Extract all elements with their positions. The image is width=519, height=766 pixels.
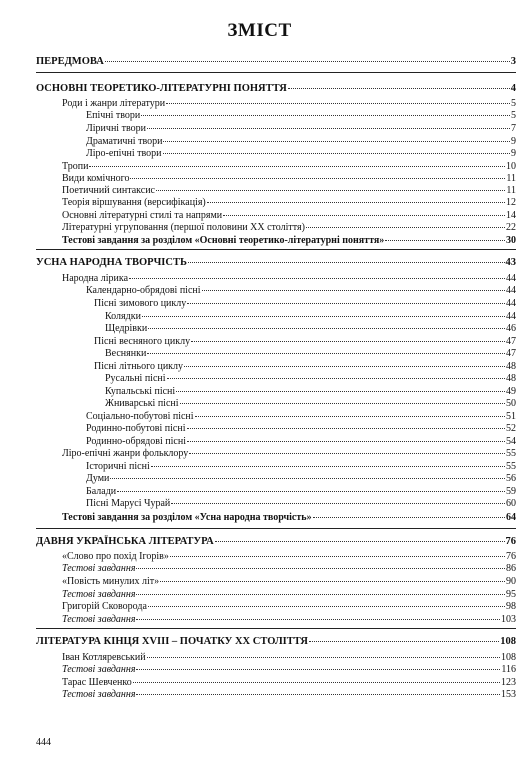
dot-leader xyxy=(147,353,505,354)
toc-entry[interactable] xyxy=(86,285,516,297)
dot-leader xyxy=(156,190,505,191)
toc-entry-title: Тестові завдання xyxy=(62,589,136,600)
toc-entry[interactable] xyxy=(62,601,516,613)
toc-page-number: 3 xyxy=(510,56,516,67)
toc-page-number: 46 xyxy=(506,323,516,334)
dot-leader xyxy=(187,441,505,442)
toc-entry-title: Літературні угруповання (першої половини XX століття) xyxy=(62,222,305,233)
dot-leader xyxy=(133,682,500,683)
toc-entry-title: Народна лірика xyxy=(62,273,129,284)
dot-leader xyxy=(309,641,499,642)
dot-leader xyxy=(187,303,505,304)
toc-page-number: 47 xyxy=(506,348,516,359)
toc-entry[interactable] xyxy=(62,222,516,234)
toc-entry[interactable] xyxy=(62,512,516,524)
dot-leader xyxy=(195,416,505,417)
toc-entry[interactable] xyxy=(94,361,516,373)
toc-entry[interactable] xyxy=(62,576,516,588)
toc-page-number: 9 xyxy=(511,148,516,159)
toc-entry[interactable] xyxy=(105,323,516,335)
toc-entry[interactable] xyxy=(62,197,516,209)
toc-entry-title: Тестові завдання xyxy=(62,563,136,574)
toc-entry[interactable] xyxy=(62,664,516,676)
dot-leader xyxy=(171,503,505,504)
toc-page-number: 5 xyxy=(511,110,516,121)
dot-leader xyxy=(191,341,505,342)
toc-page-number: 4 xyxy=(510,83,516,94)
toc-entry[interactable] xyxy=(62,173,516,185)
dot-leader xyxy=(176,391,505,392)
toc-page-number: 103 xyxy=(501,614,516,625)
dot-leader xyxy=(110,478,505,479)
toc-entry[interactable] xyxy=(94,298,516,310)
toc-entry[interactable] xyxy=(105,348,516,360)
toc-entry[interactable] xyxy=(62,235,516,247)
toc-page-number: 64 xyxy=(506,512,516,523)
page-number: 444 xyxy=(36,737,51,748)
dot-leader xyxy=(148,328,505,329)
dot-leader xyxy=(180,403,505,404)
page-title: ЗМІСТ xyxy=(227,20,292,41)
toc-entry[interactable] xyxy=(86,136,516,148)
dot-leader xyxy=(184,366,505,367)
toc-entry[interactable] xyxy=(62,448,516,460)
toc-page-number: 22 xyxy=(506,222,516,233)
dot-leader xyxy=(117,491,505,492)
toc-section-heading[interactable] xyxy=(36,536,516,548)
toc-entry-title: «Повість минулих літ» xyxy=(62,576,160,587)
toc-page-number: 90 xyxy=(506,576,516,587)
dot-leader xyxy=(136,669,500,670)
toc-page-number: 86 xyxy=(506,563,516,574)
toc-entry-title: Епічні твори xyxy=(86,110,141,121)
dot-leader xyxy=(207,202,505,203)
toc-entry-title: Ліро-епічні твори xyxy=(86,148,162,159)
toc-entry[interactable] xyxy=(86,411,516,423)
toc-page-number: 56 xyxy=(506,473,516,484)
toc-entry-title: Тарас Шевченко xyxy=(62,677,132,688)
toc-entry-title: Іван Котляревський xyxy=(62,652,146,663)
toc-entry-title: Основні літературні стилі та напрями xyxy=(62,210,223,221)
dot-leader xyxy=(187,428,506,429)
toc-section-heading[interactable] xyxy=(36,257,516,269)
dot-leader xyxy=(167,378,505,379)
section-divider xyxy=(36,249,516,250)
toc-page-number: 10 xyxy=(506,161,516,172)
toc-page-number: 59 xyxy=(506,486,516,497)
toc-page-number: 55 xyxy=(506,448,516,459)
toc-entry[interactable] xyxy=(62,98,516,110)
toc-section-heading[interactable] xyxy=(36,83,516,95)
toc-page-number: 44 xyxy=(506,285,516,296)
dot-leader xyxy=(189,453,505,454)
toc-entry-title: Історичні пісні xyxy=(86,461,150,472)
dot-leader xyxy=(136,594,505,595)
toc-entry-title: Ліро-епічні жанри фольклору xyxy=(62,448,189,459)
toc-entry-title: Календарно-обрядові пісні xyxy=(86,285,201,296)
toc-entry[interactable] xyxy=(105,373,516,385)
toc-page-number: 48 xyxy=(506,373,516,384)
toc-entry-title: Пісні літнього циклу xyxy=(94,361,184,372)
toc-entry-title: Тропи xyxy=(62,161,89,172)
toc-page-number: 123 xyxy=(501,677,516,688)
toc-page-number: 11 xyxy=(506,185,516,196)
toc-entry[interactable] xyxy=(62,161,516,173)
toc-entry[interactable] xyxy=(86,498,516,510)
toc-entry[interactable] xyxy=(86,110,516,122)
toc-entry-title: Теорія віршування (версифікація) xyxy=(62,197,206,208)
toc-entry-title: Думи xyxy=(86,473,110,484)
toc-entry[interactable] xyxy=(62,551,516,563)
toc-entry[interactable] xyxy=(62,689,516,701)
dot-leader xyxy=(147,128,510,129)
toc-page-number: 76 xyxy=(506,551,516,562)
toc-page-number: 95 xyxy=(506,589,516,600)
toc-entry-title: Родинно-обрядові пісні xyxy=(86,436,186,447)
toc-entry[interactable] xyxy=(86,436,516,448)
toc-page-number: 76 xyxy=(505,536,516,547)
toc-page-number: 44 xyxy=(506,298,516,309)
toc-page-number: 11 xyxy=(506,173,516,184)
toc-page-number: 108 xyxy=(500,636,516,647)
toc-entry-title: Тестові завдання xyxy=(62,614,136,625)
toc-entry-title: Веснянки xyxy=(105,348,147,359)
toc-entry[interactable] xyxy=(62,652,516,664)
dot-leader xyxy=(136,619,500,620)
dot-leader xyxy=(141,115,510,116)
toc-page-number: 51 xyxy=(506,411,516,422)
toc-page-number: 52 xyxy=(506,423,516,434)
dot-leader xyxy=(163,153,511,154)
dot-leader xyxy=(385,240,505,241)
toc-page-number: 44 xyxy=(506,311,516,322)
toc-entry[interactable] xyxy=(105,398,516,410)
dot-leader xyxy=(215,541,505,542)
toc-entry[interactable] xyxy=(94,336,516,348)
toc-page-number: 54 xyxy=(506,436,516,447)
toc-entry[interactable] xyxy=(62,185,516,197)
dot-leader xyxy=(288,88,510,89)
dot-leader xyxy=(163,141,510,142)
toc-entry[interactable] xyxy=(105,311,516,323)
toc-entry[interactable] xyxy=(86,148,516,160)
toc-entry-title: Балади xyxy=(86,486,117,497)
toc-page-number: 9 xyxy=(511,136,516,147)
toc-entry-title: Родинно-побутові пісні xyxy=(86,423,186,434)
toc-page-number: 47 xyxy=(506,336,516,347)
toc-section-heading[interactable] xyxy=(36,56,516,68)
toc-entry-title: Колядки xyxy=(105,311,141,322)
dot-leader xyxy=(202,290,505,291)
toc-page-number: 5 xyxy=(511,98,516,109)
toc-page-number: 153 xyxy=(501,689,516,700)
toc-page-number: 98 xyxy=(506,601,516,612)
toc-entry[interactable] xyxy=(86,123,516,135)
toc-entry-title: ДАВНЯ УКРАЇНСЬКА ЛІТЕРАТУРА xyxy=(36,536,214,547)
toc-entry-title: Тестові завдання за розділом «Усна народна творчість» xyxy=(62,512,312,523)
toc-entry-title: Ліричні твори xyxy=(86,123,146,134)
toc-entry-title: Драматичні твори xyxy=(86,136,163,147)
toc-entry-title: Пісні Марусі Чурай xyxy=(86,498,171,509)
section-divider xyxy=(36,528,516,529)
toc-entry-title: УСНА НАРОДНА ТВОРЧІСТЬ xyxy=(36,257,187,268)
toc-entry-title: Види комічного xyxy=(62,173,130,184)
dot-leader xyxy=(170,556,505,557)
dot-leader xyxy=(313,517,505,518)
toc-entry-title: «Слово про похід Ігорів» xyxy=(62,551,169,562)
toc-entry[interactable] xyxy=(86,423,516,435)
dot-leader xyxy=(306,227,505,228)
toc-entry-title: ОСНОВНІ ТЕОРЕТИКО-ЛІТЕРАТУРНІ ПОНЯТТЯ xyxy=(36,83,287,94)
toc-page-number: 12 xyxy=(506,197,516,208)
section-divider xyxy=(36,72,516,73)
toc-page-number: 108 xyxy=(501,652,516,663)
toc-entry-title: Григорій Сковорода xyxy=(62,601,147,612)
toc-page-number: 49 xyxy=(506,386,516,397)
dot-leader xyxy=(147,657,500,658)
toc-entry-title: Пісні весняного циклу xyxy=(94,336,191,347)
toc-entry[interactable] xyxy=(62,614,516,626)
toc-page-number: 30 xyxy=(506,235,516,246)
dot-leader xyxy=(89,166,505,167)
dot-leader xyxy=(142,316,505,317)
dot-leader xyxy=(129,278,505,279)
toc-entry-title: ПЕРЕДМОВА xyxy=(36,56,104,67)
dot-leader xyxy=(105,61,510,62)
dot-leader xyxy=(130,178,505,179)
toc-page-number: 116 xyxy=(501,664,516,675)
toc-entry-title: Купальські пісні xyxy=(105,386,176,397)
section-divider xyxy=(36,628,516,629)
toc-entry[interactable] xyxy=(62,563,516,575)
toc-page-number: 48 xyxy=(506,361,516,372)
toc-entry-title: Щедрівки xyxy=(105,323,148,334)
dot-leader xyxy=(188,262,505,263)
toc-entry-title: Поетичний синтаксис xyxy=(62,185,155,196)
toc-entry-title: Пісні зимового циклу xyxy=(94,298,187,309)
toc-page-number: 60 xyxy=(506,498,516,509)
toc-entry[interactable] xyxy=(86,473,516,485)
toc-entry-title: Тестові завдання за розділом «Основні теоретико-літературні поняття» xyxy=(62,235,385,246)
toc-page-number: 55 xyxy=(506,461,516,472)
toc-entry-title: Роди і жанри літератури xyxy=(62,98,166,109)
toc-entry[interactable] xyxy=(62,589,516,601)
toc-entry[interactable] xyxy=(62,677,516,689)
dot-leader xyxy=(151,466,505,467)
toc-entry-title: Русальні пісні xyxy=(105,373,166,384)
dot-leader xyxy=(148,606,505,607)
toc-entry[interactable] xyxy=(86,486,516,498)
dot-leader xyxy=(136,694,500,695)
toc-page-number: 43 xyxy=(505,257,516,268)
toc-page-number: 44 xyxy=(506,273,516,284)
toc-entry-title: ЛІТЕРАТУРА КІНЦЯ XVIII – ПОЧАТКУ XX СТОЛІТТЯ xyxy=(36,636,308,647)
dot-leader xyxy=(223,215,505,216)
toc-entry[interactable] xyxy=(105,386,516,398)
toc-entry[interactable] xyxy=(62,273,516,285)
toc-entry[interactable] xyxy=(62,210,516,222)
toc-entry-title: Жниварські пісні xyxy=(105,398,179,409)
toc-entry[interactable] xyxy=(86,461,516,473)
toc-entry-title: Тестові завдання xyxy=(62,689,136,700)
toc-page-number: 7 xyxy=(511,123,516,134)
toc-section-heading[interactable] xyxy=(36,636,516,648)
toc-page-number: 14 xyxy=(506,210,516,221)
toc-entry-title: Тестові завдання xyxy=(62,664,136,675)
dot-leader xyxy=(166,103,510,104)
toc-page-number: 50 xyxy=(506,398,516,409)
dot-leader xyxy=(136,568,505,569)
dot-leader xyxy=(160,581,505,582)
toc-entry-title: Соціально-побутові пісні xyxy=(86,411,194,422)
